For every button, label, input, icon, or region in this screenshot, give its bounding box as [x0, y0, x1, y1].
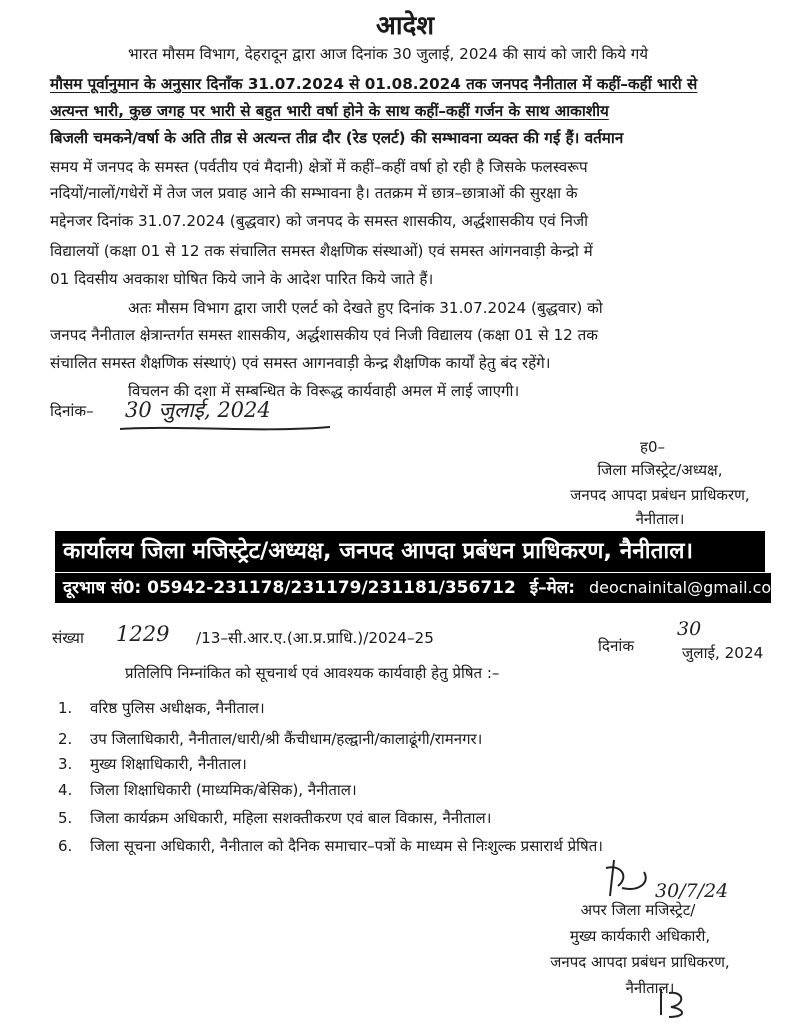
order-title: आदेश: [375, 11, 435, 41]
body-line: अत्यन्त भारी, कुछ जगह पर भारी से बहुत भारी वर्षा होने के साथ कहीं–कहीं गर्जन के साथ आकाशीय: [50, 102, 609, 120]
signatory-line: अपर जिला मजिस्ट्रेट/: [580, 901, 696, 919]
item-number: 1.: [58, 699, 73, 717]
item-text: उप जिलाधिकारी, नैनीताल/धारी/श्री कैंचीधाम/हल्द्वानी/कालाढूंगी/रामनगर।: [90, 730, 483, 748]
reference-date-rest: जुलाई, 2024: [682, 644, 764, 662]
item-text: मुख्य शिक्षाधिकारी, नैनीताल।: [90, 755, 247, 773]
signatory-line: जनपद आपदा प्रबंधन प्राधिकरण,: [570, 486, 750, 504]
copy-list-item: [58, 753, 247, 775]
item-text: जिला कार्यक्रम अधिकारी, महिला सशक्तीकरण एवं बाल विकास, नैनीताल।: [90, 809, 492, 827]
copy-list-item: [58, 779, 357, 801]
reference-number-suffix: /13–सी.आर.ए.(आ.प्र.प्राधि.)/2024–25: [196, 629, 434, 647]
handwritten-date: 30 जुलाई, 2024: [125, 398, 271, 422]
body-line: अतः मौसम विभाग द्वारा जारी एलर्ट को देखते हुए दिनांक 31.07.2024 (बुद्धवार) को: [128, 299, 603, 317]
body-line: मद्देनजर दिनांक 31.07.2024 (बुद्धवार) को जनपद के समस्त शासकीय, अर्द्धशासकीय एवं निजी: [50, 212, 589, 230]
copy-list-item: [58, 728, 482, 750]
body-line: 01 दिवसीय अवकाश घोषित किये जाने के आदेश पारित किये जाते हैं।: [50, 270, 434, 288]
item-text: वरिष्ठ पुलिस अधीक्षक, नैनीताल।: [90, 699, 265, 717]
reference-number-handwritten: 1229: [116, 622, 170, 646]
item-number: 3.: [58, 755, 73, 773]
email-address: deocnainital@gmail.com: [589, 578, 787, 597]
date-label: दिनांक–: [50, 402, 94, 420]
item-text: जिला शिक्षाधिकारी (माध्यमिक/बेसिक), नैनीताल।: [90, 781, 357, 799]
signatory-line: मुख्य कार्यकारी अधिकारी,: [569, 927, 711, 945]
signatory-line: नैनीताल।: [635, 510, 685, 528]
body-line: जनपद नैनीताल क्षेत्रान्तर्गत समस्त शासकीय, अर्द्धशासकीय एवं निजी विद्यालय (कक्षा 01 से 12 तक: [50, 326, 598, 344]
body-line: बिजली चमकने/वर्षा के अति तीव्र से अत्यन्त तीव्र दौर (रेड एलर्ट) की सम्भावना व्यक्त की गई हैं। वर्तमान: [50, 129, 624, 147]
copy-list-item: [58, 807, 491, 829]
item-number: 4.: [58, 781, 73, 799]
body-line: मौसम पूर्वानुमान के अनुसार दिनाँक 31.07.2024 से 01.08.2024 तक जनपद नैनीताल में कहीं–कहीं भारी से: [50, 75, 698, 93]
date-underline-scribble: [118, 423, 333, 435]
body-line: विद्यालयों (कक्षा 01 से 12 तक संचालित समस्त शैक्षणिक संस्थाओं) एवं समस्त आंगनवाड़ी केन्द्रो में: [50, 242, 593, 260]
body-line: नदियों/नालों/गधेरों में तेज जल प्रवाह आने की सम्भावना है। ततक्रम में छात्र–छात्राओं की सुरक्षा के: [50, 184, 578, 202]
reference-date-label: दिनांक: [598, 637, 635, 655]
item-number: 6.: [58, 837, 73, 855]
copy-list-item: [58, 697, 265, 719]
item-number: 5.: [58, 809, 73, 827]
initials-scribble: [655, 985, 695, 1019]
body-line: विचलन की दशा में सम्बन्धित के विरूद्ध कार्यवाही अमल में लाई जाएगी।: [128, 382, 520, 400]
signatory-line: जिला मजिस्ट्रेट/अध्यक्ष,: [597, 461, 723, 479]
signatory-line: जनपद आपदा प्रबंधन प्राधिकरण,: [550, 953, 730, 971]
body-line: संचालित समस्त शैक्षणिक संस्थाएं) एवं समस्त आगनवाड़ी केन्द्र शैक्षणिक कार्यों हेतु बंद रहेंगे।: [50, 354, 551, 372]
item-text: जिला सूचना अधिकारी, नैनीताल को दैनिक समाचार–पत्रों के माध्यम से निःशुल्क प्रसारार्थ प्रेषित।: [90, 837, 603, 855]
handwritten-signature-date: 30/7/24: [655, 880, 729, 902]
body-line: समय में जनपद के समस्त (पर्वतीय एवं मैदानी) क्षेत्रों में कहीं–कहीं वर्षा हो रही है जिसके फलस्वरूप: [50, 158, 588, 176]
signature-mark: ह0–: [640, 438, 666, 456]
email-label: ई–मेल:: [529, 578, 576, 598]
phone-label: दूरभाष सं0: 05942-231178/231179/231181/356712: [63, 578, 516, 598]
office-banner: कार्यालय जिला मजिस्ट्रेट/अध्यक्ष, जनपद आपदा प्रबंधन प्राधिकरण, नैनीताल।: [55, 531, 765, 572]
contact-banner: [55, 573, 787, 603]
reference-date-day: 30: [677, 618, 702, 640]
item-number: 2.: [58, 730, 73, 748]
body-line: भारत मौसम विभाग, देहरादून द्वारा आज दिनांक 30 जुलाई, 2024 की सायं को जारी किये गये: [128, 45, 649, 63]
reference-number-label: संख्या: [52, 629, 84, 647]
copy-intro: प्रतिलिपि निम्नांकित को सूचनार्थ एवं आवश्यक कार्यवाही हेतु प्रेषित :–: [125, 664, 500, 682]
signatory-line: नैनीताल।: [625, 979, 675, 997]
copy-list-item: [58, 835, 603, 857]
